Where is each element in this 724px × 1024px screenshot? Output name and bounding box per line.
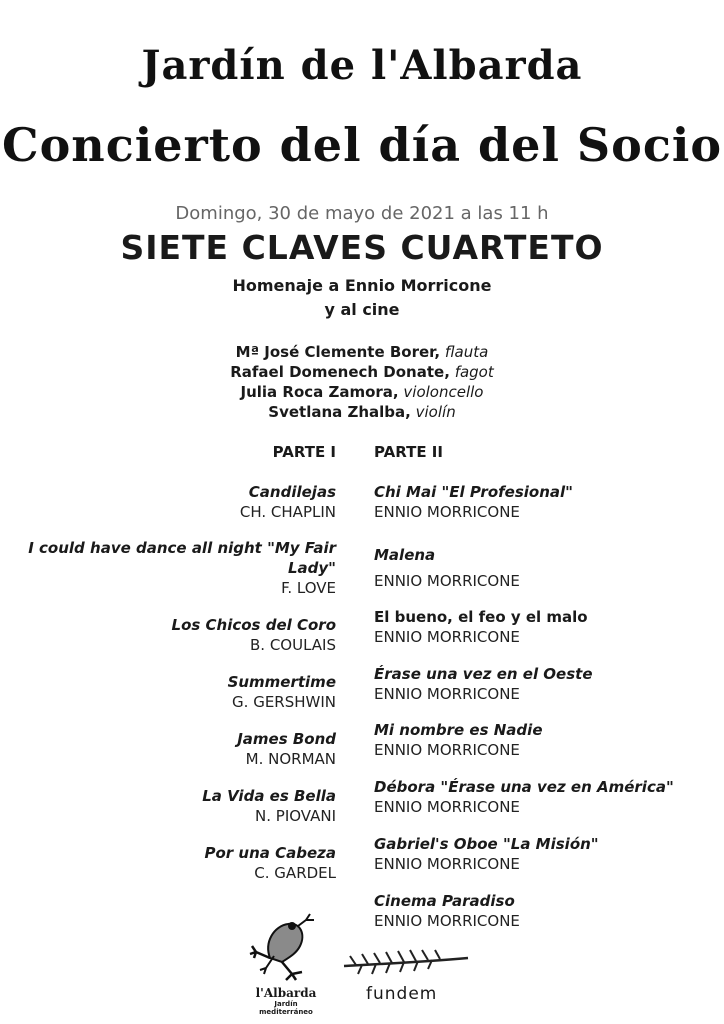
program-item [374,834,694,874]
fundem-logo [342,944,472,1004]
homage-line-1: Homenaje a Ennio Morricone [232,276,492,295]
performer-line [0,362,724,382]
performer-line [0,342,724,362]
piece-title: Chi Mai "El Profesional" [374,483,573,501]
branch-icon [342,944,472,978]
piece-title: Cinema Paradiso [374,892,515,910]
page-title: Jardín de l'Albarda [141,42,583,89]
performer-instrument: violín [415,403,456,421]
piece-composer: ENNIO MORRICONE [374,503,520,521]
piece-composer: ENNIO MORRICONE [374,912,520,930]
performer-instrument: flauta [444,343,489,361]
page-subtitle: Concierto del día del Socio [1,118,723,172]
performer-name: Svetlana Zhalba, [268,403,411,421]
program-item [374,720,694,760]
performer-name: Julia Roca Zamora, [240,383,399,401]
piece-title: Érase una vez en el Oeste [374,665,593,683]
piece-composer: ENNIO MORRICONE [374,572,520,590]
performer-name: Rafael Domenech Donate, [230,363,450,381]
performer-instrument: violoncello [403,383,484,401]
ensemble-name: SIETE CLAVES CUARTETO [120,228,604,267]
program-item [16,615,336,655]
program-item [374,545,694,591]
fundem-logo-text: fundem [366,984,438,1004]
piece-title: James Bond [237,730,336,748]
program-item [16,729,336,769]
piece-composer: F. LOVE [281,579,336,597]
event-date: Domingo, 30 de mayo de 2021 a las 11 h [175,203,549,224]
piece-title: Débora "Érase una vez en América" [374,778,674,796]
program-item [16,672,336,712]
piece-title: I could have dance all night "My Fair Lady" [28,539,336,577]
program-item [16,843,336,883]
performer-name: Mª José Clemente Borer, [235,343,441,361]
albarda-logo [248,912,324,1016]
albarda-logo-tagline: Jardín mediterráneo [259,1000,313,1016]
piece-composer: ENNIO MORRICONE [374,855,520,873]
piece-composer: ENNIO MORRICONE [374,685,520,703]
piece-title: Mi nombre es Nadie [374,721,543,739]
piece-composer: ENNIO MORRICONE [374,628,520,646]
program-item [16,786,336,826]
piece-composer: C. GARDEL [254,864,336,882]
homage-line-2: y al cine [324,300,400,319]
piece-title: Malena [374,546,436,564]
piece-title: El bueno, el feo y el malo [374,608,588,626]
albarda-logo-text: l'Albarda [255,986,317,1000]
part-1-heading: PARTE I [272,443,336,461]
piece-composer: ENNIO MORRICONE [374,741,520,759]
piece-title: Por una Cabeza [204,844,336,862]
performer-instrument: fagot [454,363,494,381]
piece-title: La Vida es Bella [202,787,336,805]
piece-title: Summertime [227,673,336,691]
piece-title: Los Chicos del Coro [171,616,336,634]
piece-composer: ENNIO MORRICONE [374,798,520,816]
program-item [374,482,694,522]
program-item [374,891,694,931]
piece-composer: N. PIOVANI [255,807,336,825]
performer-line [0,382,724,402]
piece-title: Gabriel's Oboe "La Misión" [374,835,599,853]
program-item [374,664,694,704]
piece-composer: B. COULAIS [250,636,336,654]
frog-icon [248,912,324,984]
program-item [16,538,336,598]
piece-composer: M. NORMAN [245,750,336,768]
piece-composer: CH. CHAPLIN [239,503,336,521]
piece-title: Candilejas [248,483,336,501]
part-2-heading: PARTE II [374,443,443,461]
program-item [16,482,336,522]
program-item [374,607,694,647]
program-item [374,777,694,817]
performer-line [0,402,724,422]
piece-composer: G. GERSHWIN [232,693,336,711]
